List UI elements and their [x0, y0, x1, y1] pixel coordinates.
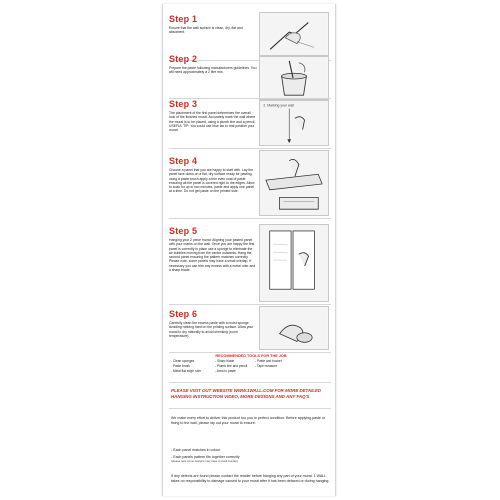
defects-notice: If any defects are found please contact the retailer before hanging any part of your mural. 1 WALL takes no responsibility to damage caused to your mural after it has been defaced or during hanging. [171, 474, 330, 483]
tool-item: - Area to paste [215, 368, 236, 373]
hanging-panel-icon [260, 225, 328, 301]
check-note: (please note some designs may have a small overlap) [171, 458, 238, 463]
tool-item: - Plumb line and pencil [215, 363, 248, 368]
tool-item: - Paste brush [171, 363, 190, 368]
sponge-smoothing-icon [260, 307, 328, 349]
divider [169, 218, 331, 219]
step-4-title: Step 4 [169, 156, 198, 166]
tool-item [255, 370, 315, 374]
step-2-illustration [259, 56, 329, 100]
tool-item: - Metal flat edge ruler [171, 368, 202, 373]
instruction-sheet [162, 4, 336, 496]
step-3-title: Step 3 [169, 99, 198, 109]
step-2-title: Step 2 [169, 54, 198, 64]
tool-item: - Clean sponges [171, 359, 195, 363]
tools-list [171, 360, 331, 373]
tools-title: RECOMMENDED TOOLS FOR THE JOB [215, 354, 287, 358]
step-5-title: Step 5 [169, 226, 198, 236]
website-notice: PLEASE VISIT OUT WEBSITE WWW.1WALL.COM FOR MORE DETAILED HANGING INSTRUCTION VIDEO, MORE DESIGNS AND ANY FAQ'S [171, 388, 322, 399]
divider [169, 382, 331, 383]
step-1-illustration [259, 12, 329, 56]
step-3-illustration-label: 2. Marking your wall [263, 103, 294, 108]
step-3-text [169, 111, 257, 132]
tool-item: - Sharp blade [215, 359, 235, 363]
recommended-tools [171, 354, 331, 373]
step-1-title: Step 1 [169, 14, 198, 24]
divider [169, 352, 331, 353]
plumb-line-icon [260, 101, 328, 145]
tool-item: - Tape measure [255, 363, 278, 368]
pasting-panel-icon [260, 151, 328, 215]
divider [169, 408, 331, 409]
divider [169, 304, 331, 305]
step-1-text: Ensure that the wall surface is clean, dry, flat and absorbent. [169, 26, 243, 35]
step-2-text: Prepare the paste following manufacturers guidelines. You will need approximately a 2 litre mix. [169, 66, 257, 75]
step-4-text: Choose a panel that you are happy to start with. Lay the panel face down on a flat, dry surface ready for pasting, using a paste brush apply a thin even coat of paste ensuring all the panel is covered right to the edges. Allow to soak for up to two minutes, paste and apply one panel at a time. Do not get paste on the printed side. [169, 168, 255, 194]
step-6-text: Carefully clean the excess paste with a moist sponge avoiding rubbing hard on the printing surface. Allow your mural to dry naturally to avoid shrinking (room temperature). [169, 321, 254, 338]
step-4-illustration [259, 150, 329, 216]
check-intro: We make every effort to deliver this product too you in perfect condition. Before applying paste or fixing to the wall, please lay out your mural to ensure: [171, 416, 326, 425]
step-6-illustration [259, 306, 329, 350]
step-3-illustration [259, 100, 329, 146]
step-5-illustration [259, 224, 329, 302]
step-3-body: The placement of the first panel determines the overall look of the finished mural. Accurately mark the wall where the mural is to be placed, using a plumb line and a pencil. [169, 111, 256, 124]
check-item: - Each panel matches in colour [171, 448, 221, 452]
check-list [171, 448, 331, 463]
tool-item: - Paste and bucket [255, 359, 282, 363]
check-item: - Each panels pattern fits together correctly [171, 454, 240, 459]
step-5-text: Hanging your 2 piece mural: Aligning your pasted panel with your marks on the wall. Once you are happy the first panel is correctly in place use a sponge to eliminate the air bubbles moving from the centre outwards. Hang the second panel ensuring the pattern matches correctly. Please note, some panels may have a small overlap. If necessary you can trim any excess with a metal ruler and a sharp blade. [169, 238, 256, 273]
hand-wipe-wall-icon [260, 13, 328, 55]
step-3-tip: USEFUL TIP: You could use blue tac to trial position your mural. [169, 123, 255, 133]
mixing-paste-bucket-icon [260, 57, 328, 99]
divider [169, 148, 331, 149]
step-6-title: Step 6 [169, 309, 198, 319]
